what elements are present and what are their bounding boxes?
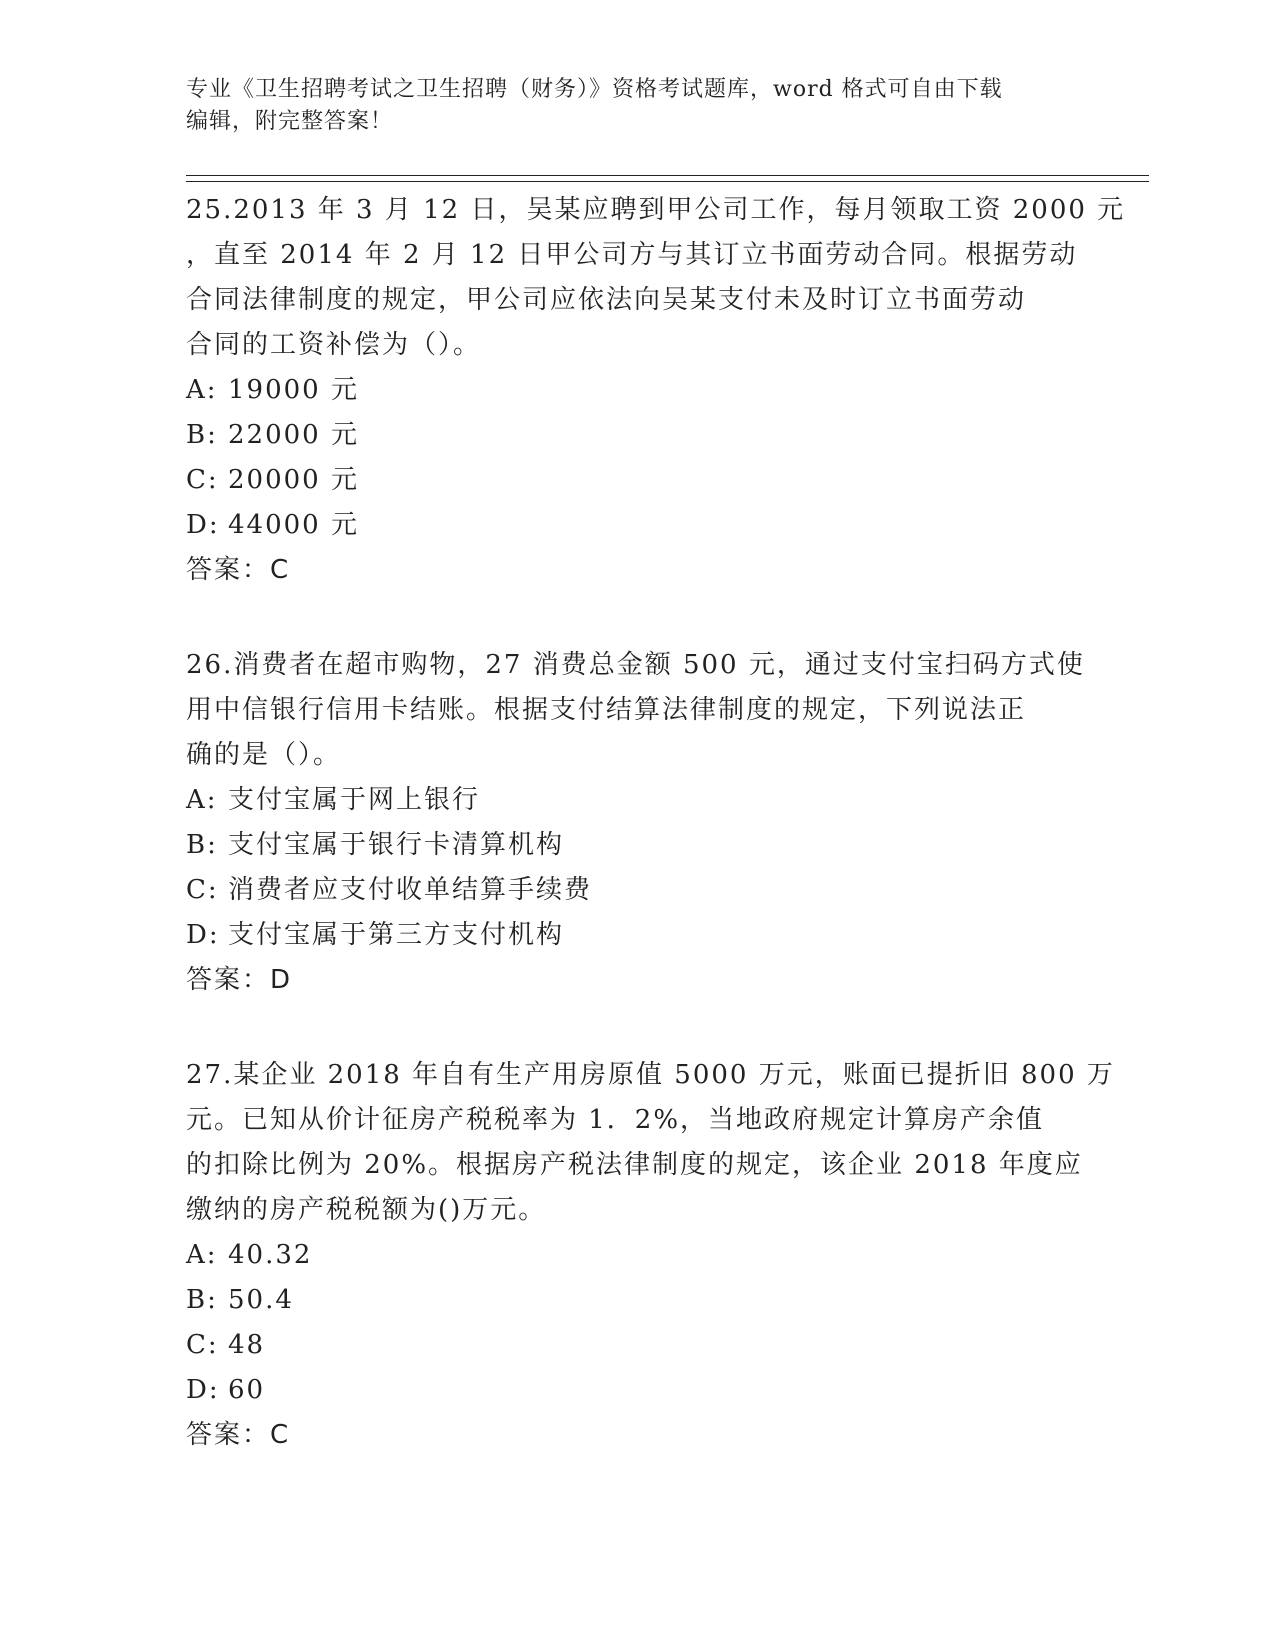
option-text: 支付宝属于第三方支付机构 (228, 920, 565, 950)
question-text-line: 缴纳的房产税税额为()万元。 (186, 1195, 547, 1225)
question-text-line: 25.2013 年 3 月 12 日，吴某应聘到甲公司工作，每月领取工资 2000 元 (186, 195, 1126, 225)
header-line: 编辑，附完整答案！ (186, 109, 394, 134)
document-header (186, 74, 1086, 138)
option-d (186, 1368, 1086, 1413)
answer-label: 答案：C (186, 1420, 291, 1450)
option-b (186, 1278, 1086, 1323)
option-a (186, 778, 1086, 823)
option-text: 19000 元 (228, 375, 359, 405)
option-c (186, 1323, 1086, 1368)
header-divider-top (186, 175, 1149, 176)
option-key: A: (186, 1240, 218, 1270)
option-a (186, 1233, 1086, 1278)
question-text-line: 的扣除比例为 20%。根据房产税法律制度的规定，该企业 2018 年度应 (186, 1150, 1083, 1180)
question-text-line: ，直至 2014 年 2 月 12 日甲公司方与其订立书面劳动合同。根据劳动 (186, 240, 1078, 270)
option-c (186, 868, 1086, 913)
option-text: 20000 元 (228, 465, 359, 495)
option-d (186, 913, 1086, 958)
question-25 (186, 188, 1126, 593)
answer-label: 答案：D (186, 965, 293, 995)
option-b (186, 823, 1086, 868)
question-text-line: 26.消费者在超市购物，27 消费总金额 500 元，通过支付宝扫码方式使 (186, 650, 1085, 680)
answer-label: 答案：C (186, 555, 291, 585)
question-text-line: 合同法律制度的规定，甲公司应依法向吴某支付未及时订立书面劳动 (186, 285, 1027, 315)
option-key: B: (186, 420, 218, 450)
option-key: C: (186, 1330, 219, 1360)
question-27 (186, 1053, 1115, 1458)
option-text: 40.32 (228, 1240, 313, 1270)
option-text: 48 (228, 1330, 266, 1360)
option-text: 支付宝属于银行卡清算机构 (228, 830, 565, 860)
option-key: B: (186, 1285, 218, 1315)
question-list (186, 188, 1126, 1508)
question-text-line: 用中信银行信用卡结账。根据支付结算法律制度的规定，下列说法正 (186, 695, 1027, 725)
option-a (186, 368, 1086, 413)
question-text-line: 元。已知从价计征房产税税率为 1．2%，当地政府规定计算房产余值 (186, 1105, 1045, 1135)
option-key: A: (186, 785, 218, 815)
option-key: A: (186, 375, 218, 405)
option-key: C: (186, 465, 219, 495)
option-b (186, 413, 1086, 458)
option-c (186, 458, 1086, 503)
question-text-line: 27.某企业 2018 年自有生产用房原值 5000 万元，账面已提折旧 800 万 (186, 1060, 1115, 1090)
option-text: 60 (228, 1375, 266, 1405)
option-key: D: (186, 510, 220, 540)
header-line: 专业《卫生招聘考试之卫生招聘（财务）》资格考试题库，word 格式可自由下载 (186, 77, 1003, 102)
question-text-line: 合同的工资补偿为（）。 (186, 330, 482, 360)
question-26 (186, 643, 1086, 1003)
option-text: 支付宝属于网上银行 (228, 785, 481, 815)
option-key: C: (186, 875, 219, 905)
option-text: 消费者应支付收单结算手续费 (228, 875, 593, 905)
header-divider-bottom (186, 181, 1149, 182)
option-key: D: (186, 1375, 220, 1405)
option-text: 50.4 (228, 1285, 294, 1315)
option-text: 44000 元 (228, 510, 359, 540)
option-key: B: (186, 830, 218, 860)
option-text: 22000 元 (228, 420, 359, 450)
option-key: D: (186, 920, 220, 950)
question-text-line: 确的是（）。 (186, 740, 342, 770)
option-d (186, 503, 1086, 548)
